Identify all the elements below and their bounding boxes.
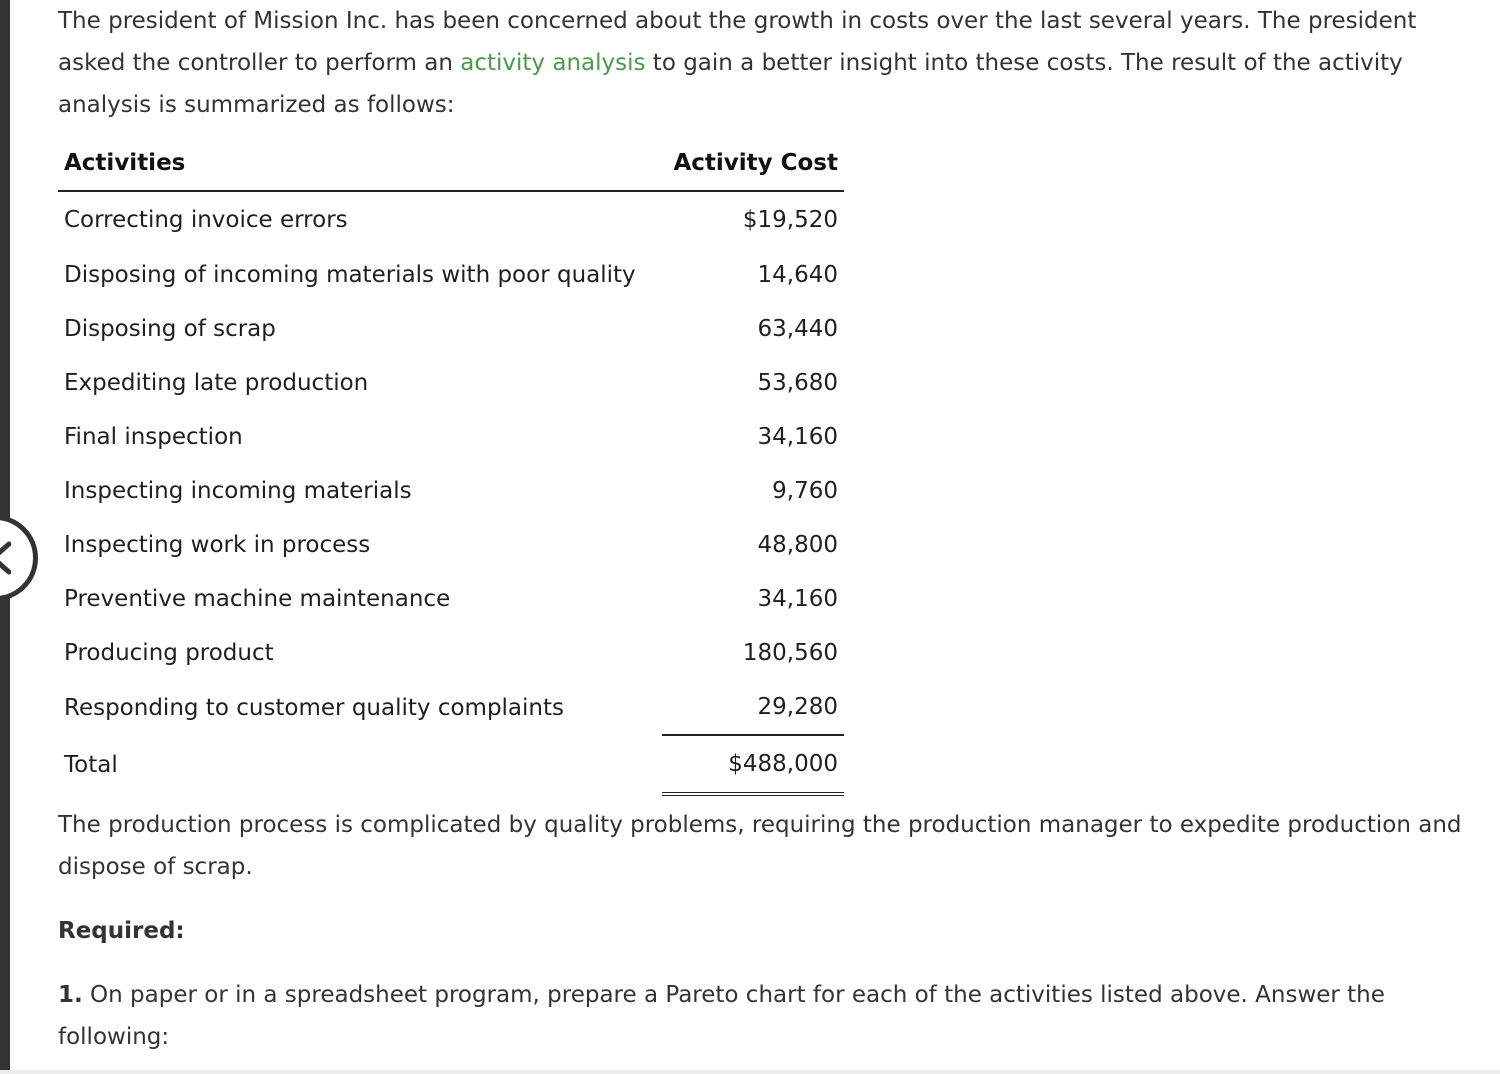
activity-cost: 34,160 (757, 424, 838, 450)
intro-paragraph (58, 0, 1488, 126)
activity-name: Inspecting work in process (64, 532, 371, 558)
previous-button[interactable] (0, 515, 38, 601)
table-header-row (58, 136, 844, 191)
activity-cost: $19,520 (742, 207, 838, 233)
activity-name: Inspecting incoming materials (64, 478, 412, 504)
activity-cost: 48,800 (757, 532, 838, 558)
total-value: $488,000 (662, 735, 844, 794)
question-text: On paper or in a spreadsheet program, prepare a Pareto chart for each of the activities listed above. Answer the following: (58, 982, 1385, 1050)
activity-cost: 63,440 (757, 316, 838, 342)
chevron-left-icon (0, 541, 11, 575)
table-row (58, 680, 844, 735)
activity-cost: 29,280 (662, 680, 844, 735)
activity-cost: 180,560 (742, 640, 838, 666)
question-number: 1. (58, 982, 83, 1008)
table-row (58, 518, 844, 572)
activity-name: Final inspection (64, 424, 243, 450)
activity-cost-table (58, 136, 844, 796)
activity-name: Expediting late production (64, 370, 369, 396)
activity-cost: 34,160 (757, 586, 838, 612)
total-row (58, 735, 844, 794)
header-activities: Activities (58, 136, 662, 191)
intro-text-end: to gain a better insight into these costs. The result of the activity analysis is summarized as follows: (58, 50, 1403, 118)
bottom-divider (0, 1070, 1500, 1074)
production-paragraph: The production process is complicated by quality problems, requiring the production manager to expedite production and dispose of scrap. (58, 812, 1462, 880)
activity-name: Disposing of incoming materials with poor quality (64, 262, 636, 288)
activity-name: Correcting invoice errors (64, 207, 348, 233)
activity-name: Disposing of scrap (64, 316, 276, 342)
activity-name: Preventive machine maintenance (64, 586, 451, 612)
table-row (58, 464, 844, 518)
activity-name: Producing product (64, 640, 274, 666)
activity-cost: 9,760 (772, 478, 838, 504)
intro-text-start: The president of Mission Inc. has been concerned about the growth in costs over the last several years. The president asked the controller to perform an (58, 8, 1417, 76)
activity-cost: 53,680 (757, 370, 838, 396)
table-row (58, 356, 844, 410)
table-row (58, 626, 844, 680)
total-label: Total (64, 751, 118, 778)
question-1 (58, 974, 1488, 1058)
table-row (58, 191, 844, 248)
activity-name: Responding to customer quality complaints (64, 694, 564, 721)
activity-cost: 14,640 (757, 262, 838, 288)
table-row (58, 410, 844, 464)
required-heading: Required: (58, 918, 185, 944)
table-row (58, 572, 844, 626)
table-row (58, 302, 844, 356)
header-activity-cost: Activity Cost (662, 136, 844, 191)
table-row (58, 248, 844, 302)
activity-analysis-link[interactable]: activity analysis (460, 50, 646, 76)
